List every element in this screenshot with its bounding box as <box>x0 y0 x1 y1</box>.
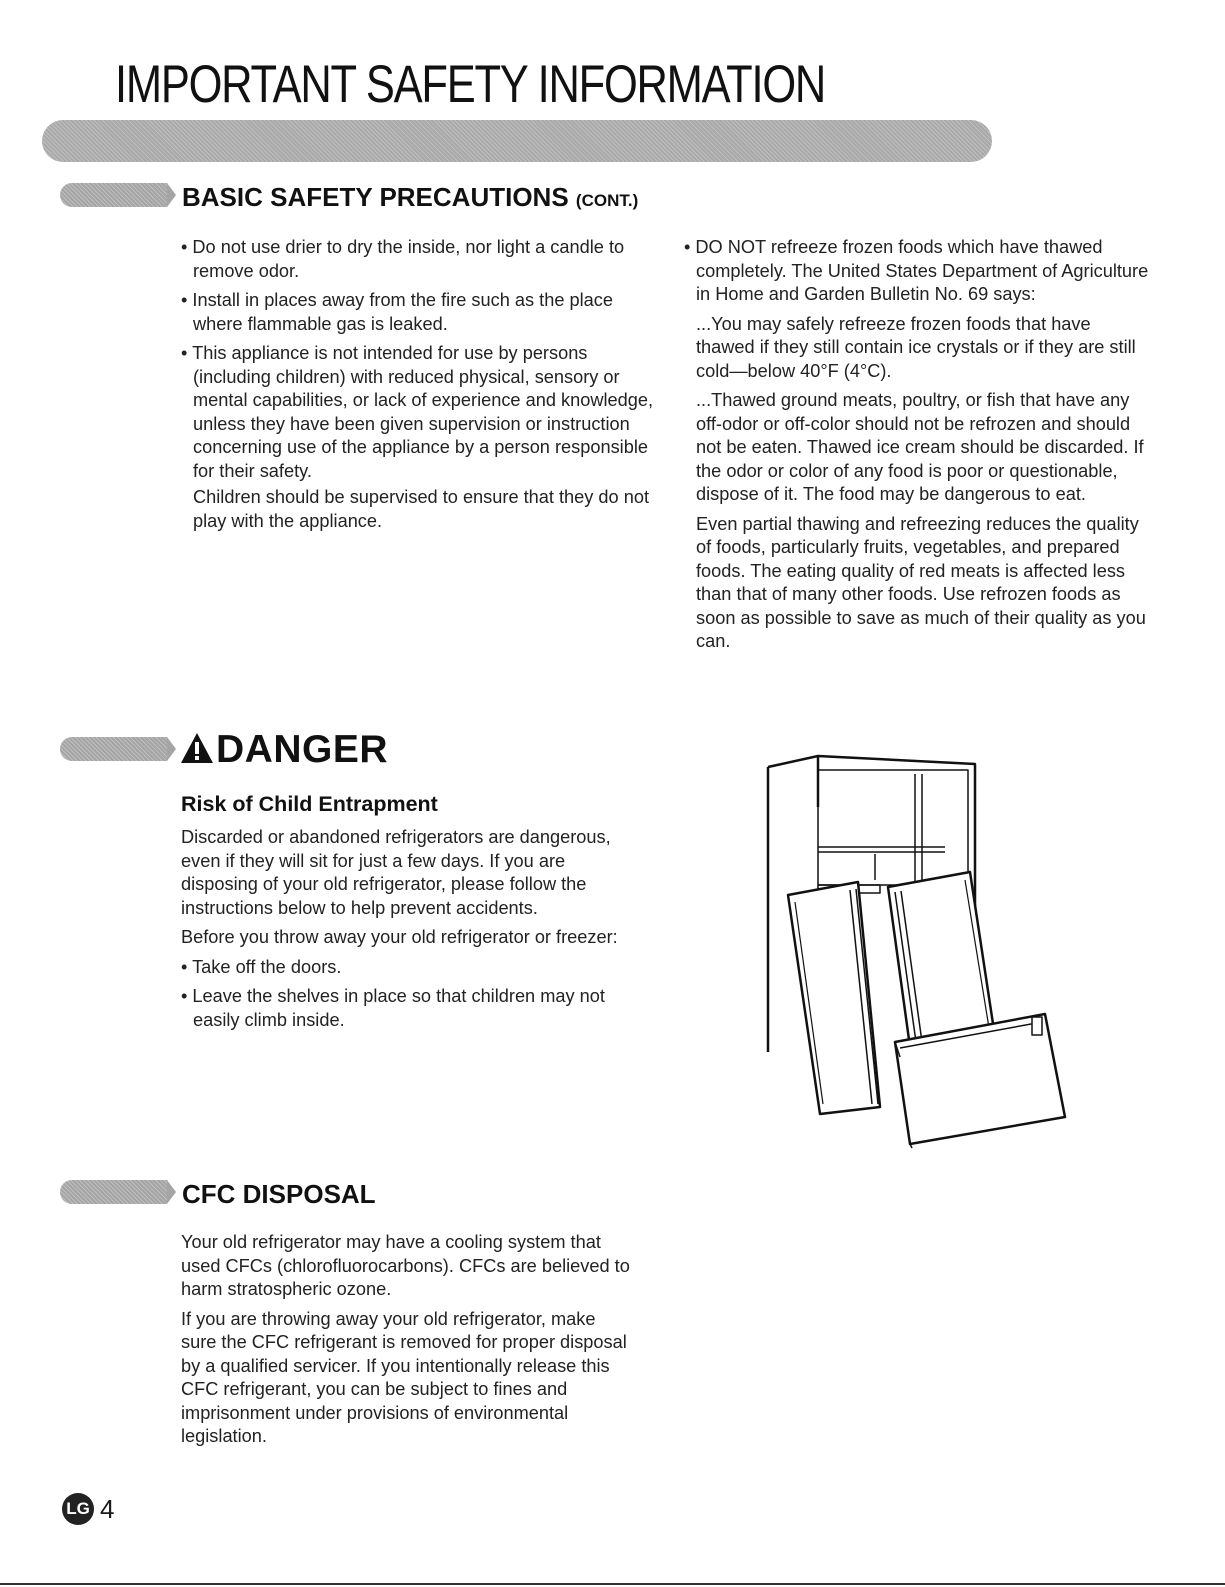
cfc-body <box>181 1231 631 1455</box>
danger-body <box>181 826 641 1038</box>
page-number: 4 <box>100 1493 115 1524</box>
warning-triangle-icon <box>180 732 214 771</box>
usda-quote-2: ...Thawed ground meats, poultry, or fish that have any off-odor or off-color should not be refrozen and should not be eaten. Thawed ice cream should be discarded. If the odor or color of any food is poor or questionable, dispose of it. The food may be dangerous to eat. <box>696 390 1144 504</box>
bottom-rule <box>0 1583 1225 1585</box>
danger-paragraph-2: Before you throw away your old refrigerator or freezer: <box>181 927 618 947</box>
basic-safety-left-column <box>181 236 666 539</box>
basic-safety-heading: BASIC SAFETY PRECAUTIONS (CONT.) <box>182 182 639 212</box>
bullet-refreeze: • DO NOT refreeze frozen foods which have thawed completely. The United States Department of Agriculture in Home and Garden Bulletin No. 69 says: <box>684 236 1154 307</box>
section-tab-basic-safety <box>60 183 167 207</box>
bullet-install: • Install in places away from the fire such as the place where flammable gas is leaked. <box>181 289 666 336</box>
lg-logo-icon: LG <box>62 1493 94 1525</box>
basic-safety-right-column <box>684 236 1154 660</box>
cfc-paragraph-1: Your old refrigerator may have a cooling system that used CFCs (chlorofluorocarbons). CFCs are believed to harm stratospheric ozone. <box>181 1232 630 1299</box>
usda-quote-1: ...You may safely refreeze frozen foods that have thawed if they still contain ice crystals or if they are still cold—below 40°F (4°C). <box>696 313 1136 381</box>
section-tab-cfc <box>60 1180 167 1204</box>
partial-thawing-paragraph: Even partial thawing and refreezing reduces the quality of foods, particularly fruits, vegetables, and prepared foods. The eating quality of red meats is affected less than that of many other foods. Use refrozen foods as soon as possible to save as much of their quality as you can. <box>696 513 1146 651</box>
cfc-paragraph-2: If you are throwing away your old refrigerator, make sure the CFC refrigerant is removed for proper disposal by a qualified servicer. If you intentionally release this CFC refrigerant, you can be subject to fines and imprisonment under provisions of environmental legislation. <box>181 1308 627 1446</box>
section-tab-danger <box>60 737 167 761</box>
danger-heading: DANGER <box>180 730 388 771</box>
danger-subheading: Risk of Child Entrapment <box>181 792 438 816</box>
bullet-drier: • Do not use drier to dry the inside, nor light a candle to remove odor. <box>181 236 666 283</box>
page-title: IMPORTANT SAFETY INFORMATION <box>115 55 826 114</box>
children-supervision-note: Children should be supervised to ensure that they do not play with the appliance. <box>193 487 649 531</box>
danger-paragraph-1: Discarded or abandoned refrigerators are dangerous, even if they will sit for just a few days. If you are disposing of your old refrigerator, please follow the instructions below to help prevent accidents. <box>181 827 611 918</box>
bullet-leave-shelves: • Leave the shelves in place so that children may not easily climb inside. <box>181 985 641 1032</box>
cfc-heading: CFC DISPOSAL <box>182 1179 376 1209</box>
bullet-capabilities: • This appliance is not intended for use by persons (including children) with reduced physical, sensory or mental capabilities, or lack of experience and knowledge, unless they have been given supervision or instruction concerning use of the appliance by a person responsible for their safety. <box>181 342 666 483</box>
page-footer <box>62 1493 114 1525</box>
basic-safety-heading-suffix: (CONT.) <box>575 191 639 210</box>
title-decorative-bar <box>42 120 992 162</box>
refrigerator-doors-removed-illustration <box>760 752 1080 1152</box>
bullet-take-off-doors: • Take off the doors. <box>181 956 641 980</box>
